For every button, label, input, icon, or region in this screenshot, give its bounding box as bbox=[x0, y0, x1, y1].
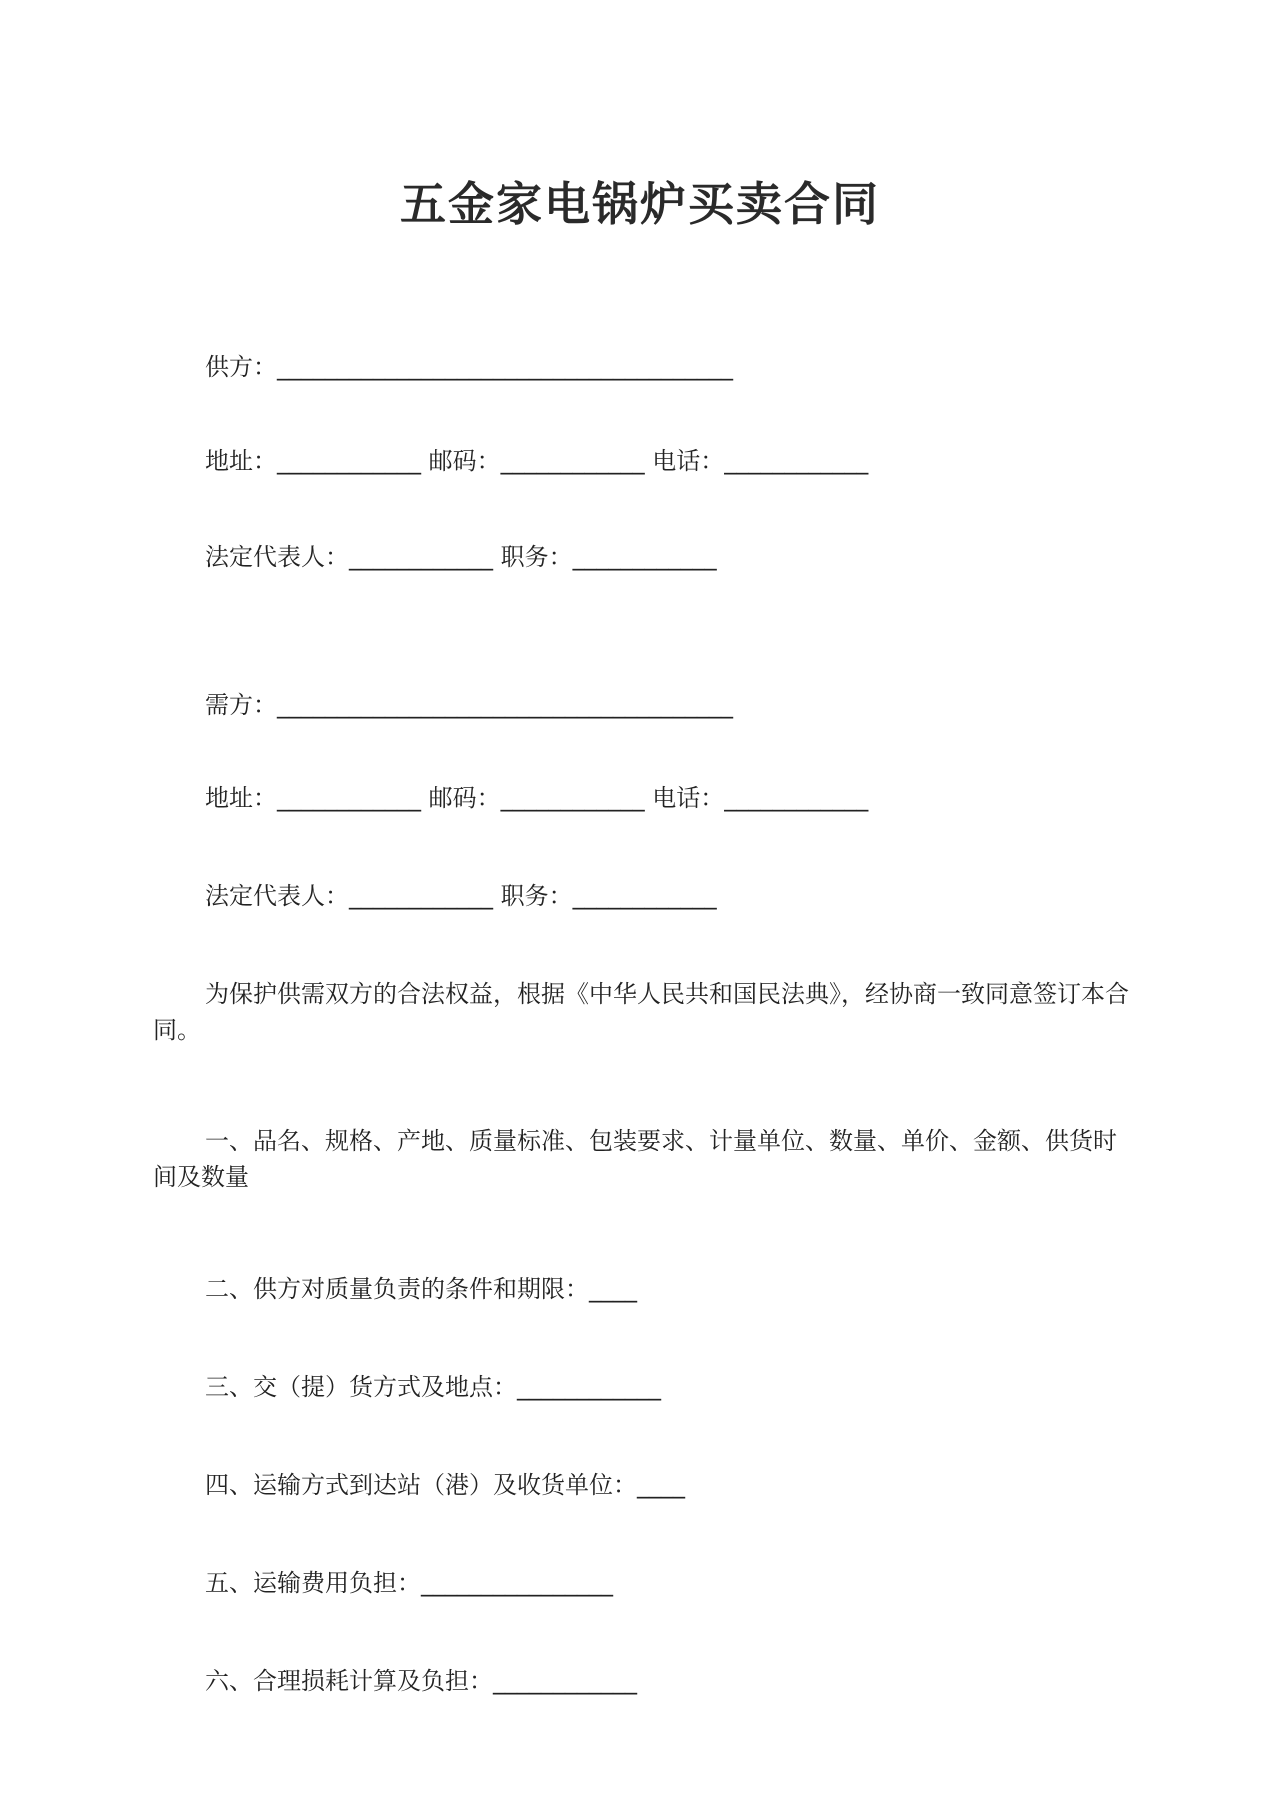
clause-4: 四、运输方式到达站（港）及收货单位：____ bbox=[205, 1471, 685, 1499]
clause-6: 六、合理损耗计算及负担：____________ bbox=[205, 1667, 637, 1695]
supplier-name-line: 供方：______________________________________ bbox=[205, 353, 733, 381]
supplier-address-line: 地址：____________ 邮码：____________ 电话：____________ bbox=[205, 447, 869, 475]
document-title: 五金家电锅炉买卖合同 bbox=[400, 177, 880, 231]
supplier-representative-line: 法定代表人：____________ 职务：____________ bbox=[205, 543, 717, 571]
clause-5: 五、运输费用负担：________________ bbox=[205, 1569, 613, 1597]
buyer-representative-line: 法定代表人：____________ 职务：____________ bbox=[205, 882, 717, 910]
preamble-paragraph: 为保护供需双方的合法权益，根据《中华人民共和国民法典》，经协商一致同意签订本合同。 bbox=[153, 980, 1129, 1044]
buyer-address-line: 地址：____________ 邮码：____________ 电话：____________ bbox=[205, 784, 869, 812]
clause-2: 二、供方对质量负责的条件和期限：____ bbox=[205, 1275, 637, 1303]
buyer-name-line: 需方：______________________________________ bbox=[205, 691, 733, 719]
clause-1: 一、品名、规格、产地、质量标准、包装要求、计量单位、数量、单价、金额、供货时间及数量 bbox=[153, 1127, 1117, 1191]
clause-3: 三、交（提）货方式及地点：____________ bbox=[205, 1373, 661, 1401]
